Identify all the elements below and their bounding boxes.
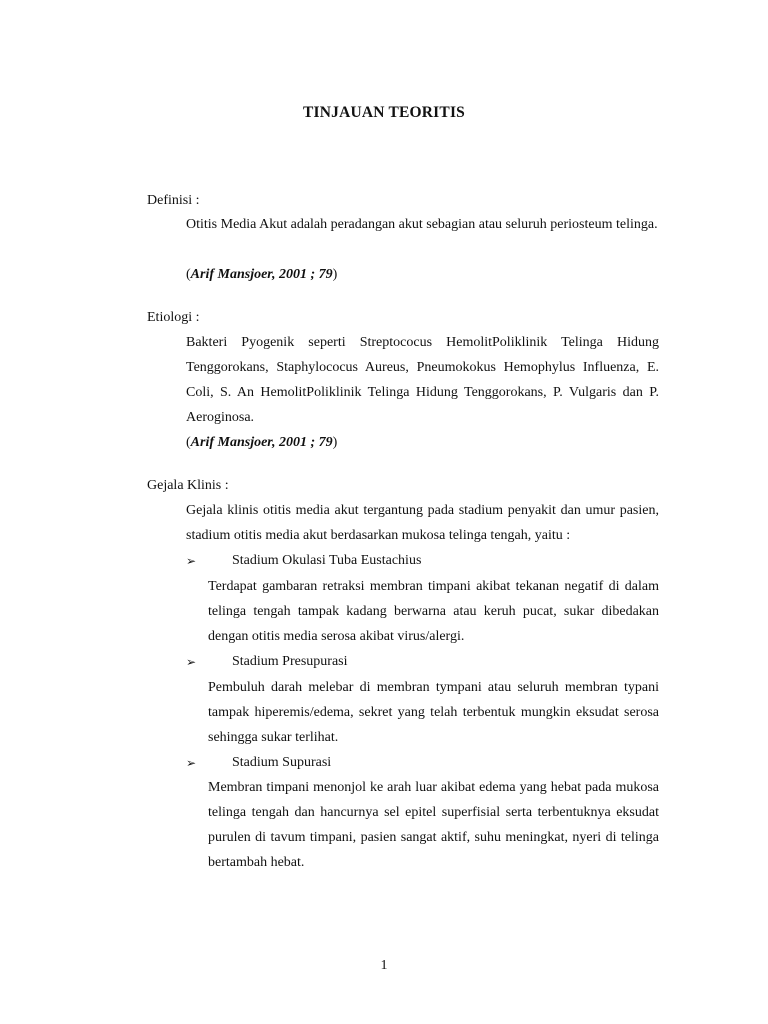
arrow-bullet-icon: ➢ (186, 554, 197, 568)
stage-3-desc: Membran timpani menonjol ke arah luar akibat edema yang hebat pada mukosa telinga tengah dan hancurnya sel epitel superfisial serta terbentuknya eksudat purulen di tavum timpani, pasien sangat aktif, suhu meningkat, nyeri di telinga bertambah hebat. (208, 780, 659, 870)
stage-2-name: Stadium Presupurasi (232, 654, 348, 669)
definisi-citation-source: Arif Mansjoer, 2001 ; 79 (190, 267, 333, 282)
arrow-bullet-icon: ➢ (186, 655, 197, 669)
definisi-text: Otitis Media Akut adalah peradangan akut sebagian atau seluruh periosteum telinga. (186, 217, 658, 232)
definisi-heading: Definisi : (147, 193, 200, 208)
etiologi-text: Bakteri Pyogenik seperti Streptococus HemolitPoliklinik Telinga Hidung Tenggorokans, Staphylococus Aureus, Pneumokokus Hemophylus Influenza, E. Coli, S. An HemolitPoliklinik Telinga Hidung Tenggorokans, P. Vulgaris dan P. Aeroginosa. (186, 335, 659, 425)
gejala-intro: Gejala klinis otitis media akut tergantung pada stadium penyakit dan umur pasien, stadium otitis media akut berdasarkan mukosa telinga tengah, yaitu : (186, 503, 659, 543)
etiologi-heading: Etiologi : (147, 310, 200, 325)
arrow-bullet-icon: ➢ (186, 756, 197, 770)
etiologi-citation-source: Arif Mansjoer, 2001 ; 79 (190, 435, 333, 450)
stage-3-name: Stadium Supurasi (232, 755, 332, 770)
page-number: 1 (380, 958, 388, 973)
stage-2-desc: Pembuluh darah melebar di membran tympani atau seluruh membran typani tampak hiperemis/edema, sekret yang telah terbentuk mungkin eksudat serosa sehingga sukar terlihat. (208, 680, 659, 745)
gejala-heading: Gejala Klinis : (147, 478, 229, 493)
etiologi-citation: (Arif Mansjoer, 2001 ; 79) (186, 435, 338, 450)
stage-1-name: Stadium Okulasi Tuba Eustachius (232, 553, 422, 568)
page-title: TINJAUAN TEORITIS (302, 104, 466, 121)
stage-1-desc: Terdapat gambaran retraksi membran timpani akibat tekanan negatif di dalam telinga tengah tampak kadang berwarna atau keruh pucat, sukar dibedakan dengan otitis media serosa akibat virus/alergi. (208, 579, 659, 644)
definisi-citation: (Arif Mansjoer, 2001 ; 79) (186, 267, 338, 282)
